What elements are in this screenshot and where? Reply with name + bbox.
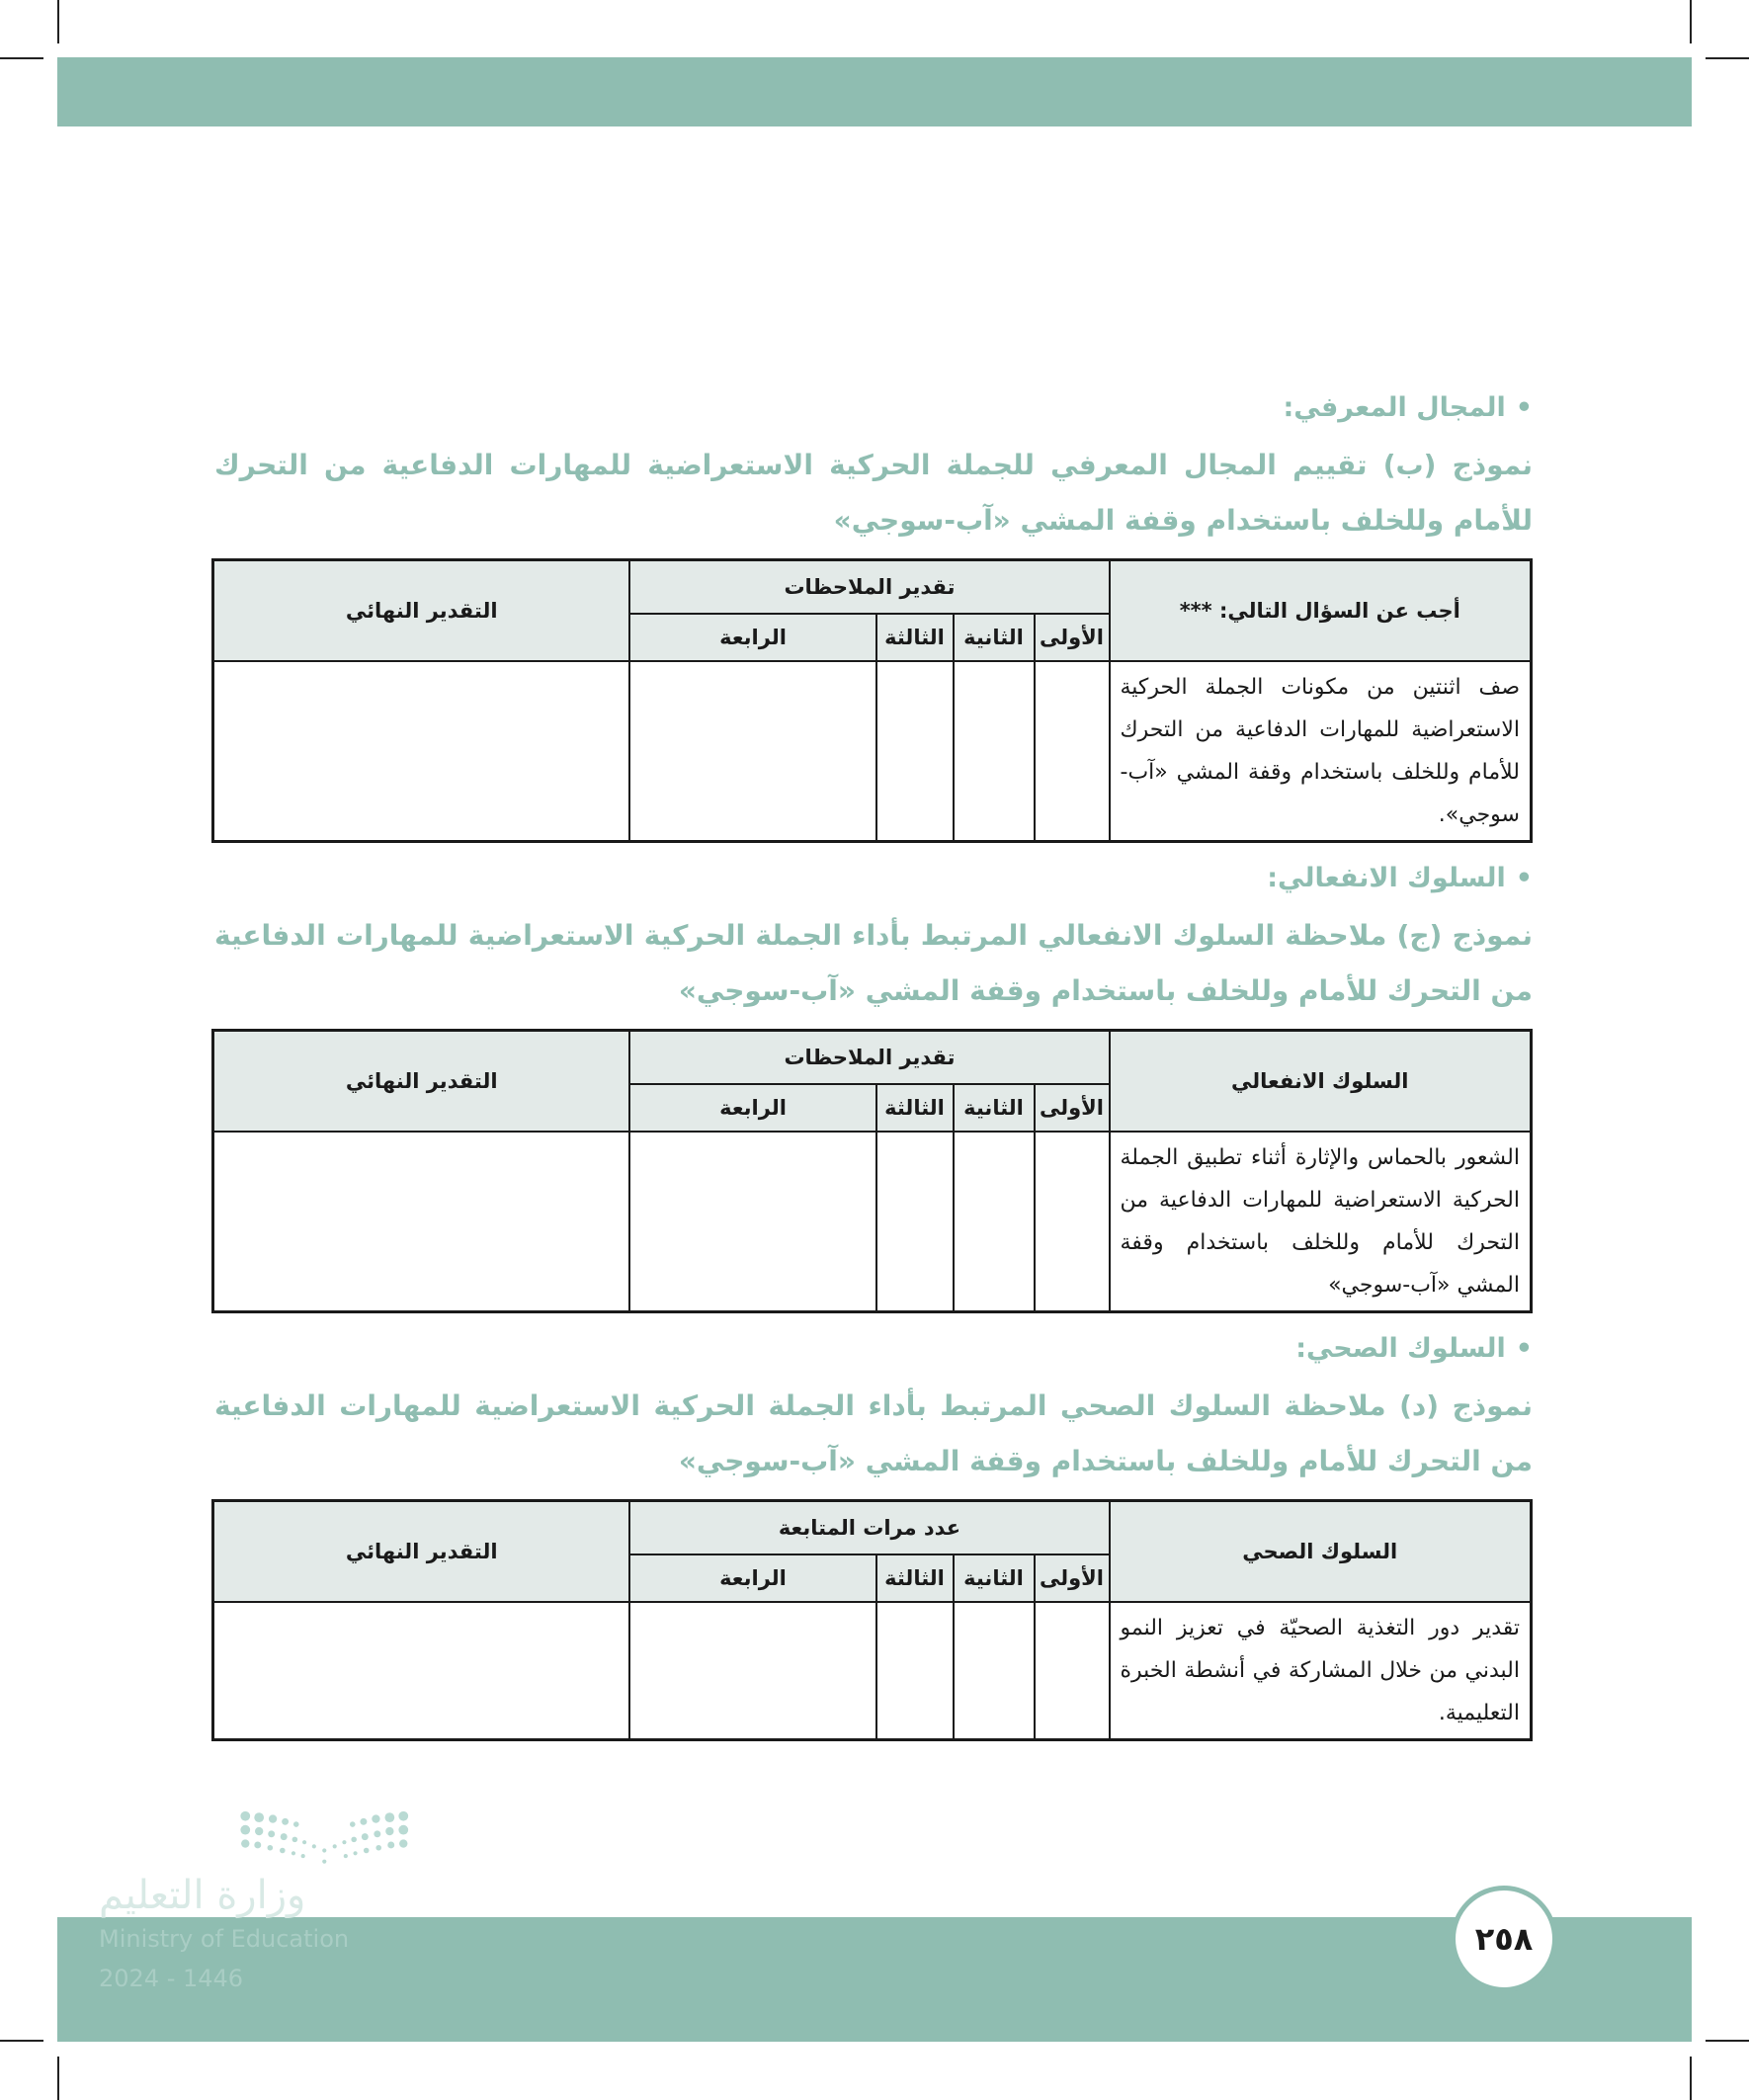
section-cognitive xyxy=(214,388,1533,843)
sub-header-second: الثانية xyxy=(954,1084,1035,1132)
final-grade-header: التقدير النهائي xyxy=(212,1031,629,1133)
score-cell[interactable] xyxy=(954,661,1035,842)
evaluation-table xyxy=(211,1029,1533,1313)
ministry-name-en: Ministry of Education xyxy=(99,1925,350,1953)
score-cell[interactable] xyxy=(954,1132,1035,1312)
crop-mark xyxy=(1690,0,1692,43)
score-cell[interactable] xyxy=(629,661,875,842)
page-content xyxy=(214,388,1533,1757)
sub-header-fourth: الرابعة xyxy=(629,614,875,661)
section-emotional xyxy=(214,859,1533,1313)
sub-header-first: الأولى xyxy=(1035,1554,1110,1602)
group-header: عدد مرات المتابعة xyxy=(629,1501,1109,1555)
page-number: ٢٥٨ xyxy=(1451,1886,1557,1992)
final-grade-cell[interactable] xyxy=(212,661,629,842)
behavior-header: السلوك الصحي xyxy=(1110,1501,1532,1603)
ministry-year: 2024 - 1446 xyxy=(99,1965,244,1992)
sub-header-third: الثالثة xyxy=(876,1084,954,1132)
section-heading: •السلوك الانفعالي: xyxy=(1267,863,1533,893)
ministry-name-ar: وزارة التعليم xyxy=(99,1873,306,1918)
crop-mark xyxy=(1706,2040,1749,2042)
score-cell[interactable] xyxy=(1035,1602,1110,1740)
behavior-header: السلوك الانفعالي xyxy=(1110,1031,1532,1133)
score-cell[interactable] xyxy=(629,1602,875,1740)
final-grade-header: التقدير النهائي xyxy=(212,1501,629,1603)
group-header: تقدير الملاحظات xyxy=(629,1031,1109,1085)
section-heading: •المجال المعرفي: xyxy=(1283,392,1533,423)
model-title: نموذج (ب) تقييم المجال المعرفي للجملة الحركية الاستعراضية للمهارات الدفاعية من التحرك للأمام وللخلف باستخدام وقفة المشي «آب-سوجي» xyxy=(214,449,1533,537)
row-description: صف اثنتين من مكونات الجملة الحركية الاستعراضية للمهارات الدفاعية من التحرك للأمام وللخلف باستخدام وقفة المشي «آب-سوجي». xyxy=(1110,661,1532,842)
sub-header-second: الثانية xyxy=(954,1554,1035,1602)
crop-mark xyxy=(57,0,59,43)
final-grade-header: التقدير النهائي xyxy=(212,560,629,662)
score-cell[interactable] xyxy=(1035,1132,1110,1312)
sub-header-first: الأولى xyxy=(1035,1084,1110,1132)
model-title: نموذج (ج) ملاحظة السلوك الانفعالي المرتبط بأداء الجملة الحركية الاستعراضية للمهارات الدفاعية من التحرك للأمام وللخلف باستخدام وقفة المشي «آب-سوجي» xyxy=(214,919,1533,1007)
table-row xyxy=(212,1132,1531,1312)
model-title: نموذج (د) ملاحظة السلوك الصحي المرتبط بأداء الجملة الحركية الاستعراضية للمهارات الدفاعية من التحرك للأمام وللخلف باستخدام وقفة المشي «آب-سوجي» xyxy=(214,1389,1533,1477)
row-description: تقدير دور التغذية الصحيّة في تعزيز النمو البدني من خلال المشاركة في أنشطة الخبرة التعليمية. xyxy=(1110,1602,1532,1740)
group-header: تقدير الملاحظات xyxy=(629,560,1109,615)
question-header: أجب عن السؤال التالي: *** xyxy=(1110,560,1532,662)
final-grade-cell[interactable] xyxy=(212,1132,629,1312)
crop-mark xyxy=(1690,2057,1692,2100)
score-cell[interactable] xyxy=(876,1602,954,1740)
score-cell[interactable] xyxy=(954,1602,1035,1740)
crop-mark xyxy=(1706,57,1749,59)
sub-header-second: الثانية xyxy=(954,614,1035,661)
section-heading: •السلوك الصحي: xyxy=(1295,1333,1533,1364)
sub-header-first: الأولى xyxy=(1035,614,1110,661)
score-cell[interactable] xyxy=(1035,661,1110,842)
score-cell[interactable] xyxy=(629,1132,875,1312)
table-row xyxy=(212,1602,1531,1740)
section-health xyxy=(214,1329,1533,1741)
evaluation-table xyxy=(211,558,1533,843)
crop-mark xyxy=(57,2057,59,2100)
score-cell[interactable] xyxy=(876,661,954,842)
table-row xyxy=(212,661,1531,842)
crop-mark xyxy=(0,2040,43,2042)
score-cell[interactable] xyxy=(876,1132,954,1312)
sub-header-fourth: الرابعة xyxy=(629,1554,875,1602)
sub-header-third: الثالثة xyxy=(876,614,954,661)
final-grade-cell[interactable] xyxy=(212,1602,629,1740)
sub-header-third: الثالثة xyxy=(876,1554,954,1602)
evaluation-table xyxy=(211,1499,1533,1741)
header-band xyxy=(57,57,1692,126)
row-description: الشعور بالحماس والإثارة أثناء تطبيق الجملة الحركية الاستعراضية للمهارات الدفاعية من التحرك للأمام وللخلف باستخدام وقفة المشي «آب-سوجي» xyxy=(1110,1132,1532,1312)
sub-header-fourth: الرابعة xyxy=(629,1084,875,1132)
crop-mark xyxy=(0,57,43,59)
